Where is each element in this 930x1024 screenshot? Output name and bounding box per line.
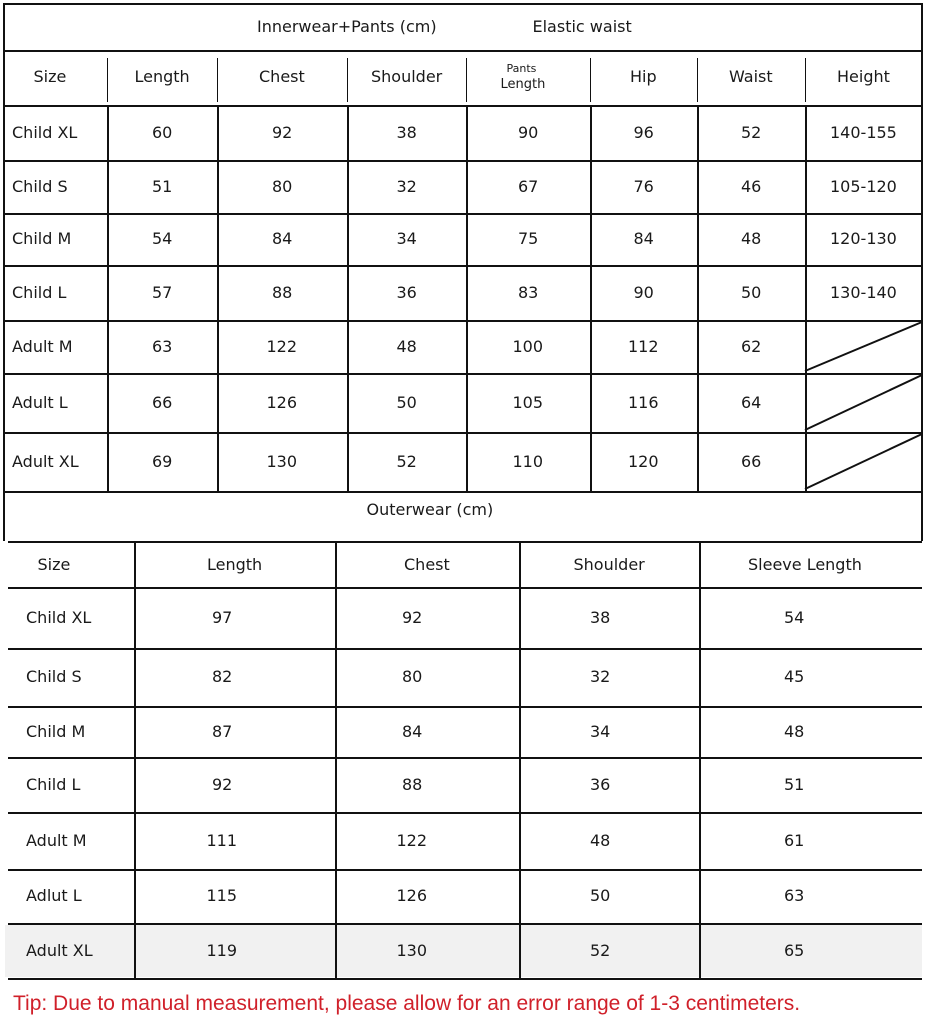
outer-value-cell: 48 bbox=[590, 830, 611, 850]
outer-value-cell: 45 bbox=[784, 667, 805, 686]
outer-value-cell: 52 bbox=[590, 940, 611, 960]
outer-value-cell: 92 bbox=[212, 774, 233, 794]
outer-value-cell: 87 bbox=[212, 721, 233, 741]
inner-size-cell: Adult XL bbox=[12, 451, 79, 471]
outer-col-divider bbox=[699, 541, 701, 978]
outer-row-divider bbox=[8, 978, 922, 980]
outer-header-size: Size bbox=[37, 555, 71, 574]
inner-value-cell: 54 bbox=[152, 229, 173, 248]
outer-row-divider bbox=[8, 541, 922, 543]
outer-size-cell: Adult XL bbox=[26, 940, 93, 960]
outer-value-cell: 63 bbox=[784, 886, 805, 905]
inner-value-cell: 84 bbox=[633, 229, 654, 248]
inner-row-divider bbox=[3, 320, 923, 322]
inner-col-divider bbox=[805, 105, 807, 491]
outer-value-cell: 92 bbox=[402, 607, 423, 627]
outer-col-divider bbox=[134, 541, 136, 978]
inner-value-cell: 110 bbox=[512, 451, 544, 471]
outer-value-cell: 32 bbox=[590, 667, 611, 686]
outer-size-cell: Adlut L bbox=[26, 886, 82, 905]
inner-row-divider bbox=[3, 265, 923, 267]
inner-value-cell: 32 bbox=[396, 176, 417, 196]
inner-value-cell: 92 bbox=[272, 122, 293, 142]
inner-value-cell: 52 bbox=[396, 451, 417, 471]
inner-row-divider bbox=[3, 432, 923, 434]
inner-value-cell: 80 bbox=[272, 176, 293, 196]
outer-value-cell: 50 bbox=[590, 886, 611, 905]
inner-col-divider bbox=[107, 105, 109, 491]
inner-header-divider bbox=[697, 58, 698, 102]
inner-value-cell: 63 bbox=[152, 336, 173, 356]
outer-value-cell: 65 bbox=[784, 940, 805, 960]
inner-row-divider bbox=[3, 213, 923, 215]
inner-header-hip: Hip bbox=[630, 67, 657, 86]
inner-value-cell: 38 bbox=[396, 122, 417, 142]
inner-size-cell: Child XL bbox=[12, 122, 78, 142]
outer-caption: Outerwear (cm) bbox=[366, 500, 494, 519]
outer-value-cell: 51 bbox=[784, 774, 805, 794]
measurement-tip: Tip: Due to manual measurement, please allow for an error range of 1-3 centimeters. bbox=[13, 992, 801, 1015]
outer-row-divider bbox=[8, 757, 922, 759]
inner-row-divider bbox=[3, 373, 923, 375]
outer-row-divider bbox=[8, 706, 922, 708]
inner-header-divider bbox=[590, 58, 591, 102]
inner-value-cell: 116 bbox=[628, 392, 659, 412]
inner-value-cell: 130 bbox=[266, 451, 298, 471]
empty-height-diagonal bbox=[805, 434, 922, 489]
outer-header-shoulder: Shoulder bbox=[573, 555, 645, 574]
inner-value-cell: 46 bbox=[741, 176, 762, 196]
header-pants-line1: Pants bbox=[506, 62, 537, 75]
outer-value-cell: 48 bbox=[784, 721, 805, 741]
inner-col-divider bbox=[466, 105, 468, 491]
inner-value-cell: 34 bbox=[396, 229, 417, 248]
outer-size-cell: Child S bbox=[26, 667, 82, 686]
inner-value-cell: 66 bbox=[152, 392, 173, 412]
outer-value-cell: 97 bbox=[212, 607, 233, 627]
empty-height-diagonal bbox=[805, 322, 922, 371]
outer-size-cell: Child M bbox=[26, 721, 86, 741]
inner-header-divider bbox=[805, 58, 806, 102]
inner-value-cell: 120-130 bbox=[830, 229, 897, 248]
inner-value-cell: 112 bbox=[628, 336, 659, 356]
inner-value-cell: 51 bbox=[152, 176, 173, 196]
outer-value-cell: 88 bbox=[402, 774, 423, 794]
inner-value-cell: 90 bbox=[633, 282, 654, 302]
inner-value-cell: 64 bbox=[741, 392, 762, 412]
outer-header-length: Length bbox=[207, 555, 263, 574]
outer-value-cell: 122 bbox=[396, 830, 428, 850]
header-pants-line2: Length bbox=[500, 77, 546, 92]
inner-header-size: Size bbox=[33, 67, 67, 86]
outer-col-divider bbox=[519, 541, 521, 978]
inner-row-divider bbox=[3, 491, 923, 493]
inner-value-cell: 62 bbox=[741, 336, 762, 356]
inner-header-chest: Chest bbox=[259, 67, 305, 86]
inner-value-cell: 126 bbox=[266, 392, 298, 412]
empty-height-diagonal bbox=[805, 375, 922, 430]
outer-size-cell: Child L bbox=[26, 774, 81, 794]
outer-size-cell: Child XL bbox=[26, 607, 92, 627]
inner-col-divider bbox=[697, 105, 699, 491]
inner-value-cell: 100 bbox=[512, 336, 544, 356]
outer-value-cell: 38 bbox=[590, 607, 611, 627]
inner-value-cell: 67 bbox=[518, 176, 539, 196]
inner-value-cell: 50 bbox=[396, 392, 417, 412]
outer-row-divider bbox=[8, 587, 922, 589]
outer-header-chest: Chest bbox=[404, 555, 450, 574]
inner-value-cell: 83 bbox=[518, 282, 539, 302]
inner-value-cell: 122 bbox=[266, 336, 298, 356]
outer-row-divider bbox=[8, 923, 922, 925]
outer-size-cell: Adult M bbox=[26, 830, 87, 850]
inner-header-shoulder: Shoulder bbox=[371, 67, 443, 86]
outer-left-border-cap bbox=[3, 491, 5, 541]
outer-row-divider bbox=[8, 869, 922, 871]
inner-value-cell: 76 bbox=[633, 176, 654, 196]
inner-caption: Innerwear+Pants (cm) bbox=[257, 17, 437, 36]
inner-header-divider bbox=[466, 58, 467, 102]
outer-value-cell: 54 bbox=[784, 607, 805, 627]
inner-value-cell: 130-140 bbox=[830, 282, 897, 302]
inner-size-cell: Child L bbox=[12, 282, 67, 302]
inner-value-cell: 36 bbox=[396, 282, 417, 302]
inner-value-cell: 52 bbox=[741, 122, 762, 142]
inner-value-cell: 90 bbox=[518, 122, 539, 142]
inner-caption-elastic: Elastic waist bbox=[532, 17, 632, 36]
inner-value-cell: 50 bbox=[741, 282, 762, 302]
inner-value-cell: 69 bbox=[152, 451, 173, 471]
outer-value-cell: 80 bbox=[402, 667, 423, 686]
inner-value-cell: 105 bbox=[512, 392, 544, 412]
inner-col-divider bbox=[590, 105, 592, 491]
inner-value-cell: 140-155 bbox=[830, 122, 897, 142]
inner-left-border bbox=[3, 3, 5, 493]
inner-value-cell: 57 bbox=[152, 282, 173, 302]
outer-header-sleeve-length: Sleeve Length bbox=[748, 555, 862, 574]
outer-row-divider bbox=[8, 648, 922, 650]
inner-value-cell: 48 bbox=[741, 229, 762, 248]
outer-value-cell: 115 bbox=[206, 886, 238, 905]
inner-value-cell: 75 bbox=[518, 229, 539, 248]
inner-row-divider bbox=[3, 160, 923, 162]
inner-value-cell: 60 bbox=[152, 122, 173, 142]
inner-value-cell: 120 bbox=[628, 451, 659, 471]
inner-value-cell: 105-120 bbox=[830, 176, 897, 196]
inner-top-border bbox=[5, 3, 922, 5]
outer-value-cell: 111 bbox=[206, 830, 238, 850]
outer-value-cell: 126 bbox=[396, 886, 428, 905]
outer-row-divider bbox=[8, 812, 922, 814]
inner-header-divider bbox=[217, 58, 218, 102]
inner-col-divider bbox=[347, 105, 349, 491]
inner-value-cell: 84 bbox=[272, 229, 293, 248]
inner-value-cell: 96 bbox=[633, 122, 654, 142]
inner-col-divider bbox=[217, 105, 219, 491]
outer-value-cell: 130 bbox=[396, 940, 428, 960]
inner-header-height: Height bbox=[837, 67, 890, 86]
outer-value-cell: 82 bbox=[212, 667, 233, 686]
inner-size-cell: Child M bbox=[12, 229, 72, 248]
inner-header-length: Length bbox=[134, 67, 190, 86]
outer-value-cell: 61 bbox=[784, 830, 805, 850]
inner-header-divider bbox=[347, 58, 348, 102]
inner-header-divider bbox=[107, 58, 108, 102]
inner-header-waist: Waist bbox=[729, 67, 773, 86]
inner-size-cell: Adult M bbox=[12, 336, 73, 356]
right-border bbox=[921, 3, 923, 541]
inner-size-cell: Adult L bbox=[12, 392, 68, 412]
outer-value-cell: 34 bbox=[590, 721, 611, 741]
inner-size-cell: Child S bbox=[12, 176, 68, 196]
inner-value-cell: 66 bbox=[741, 451, 762, 471]
outer-col-divider bbox=[335, 541, 337, 978]
inner-value-cell: 88 bbox=[272, 282, 293, 302]
outer-value-cell: 84 bbox=[402, 721, 423, 741]
outer-value-cell: 119 bbox=[206, 940, 238, 960]
inner-row-divider bbox=[3, 50, 923, 52]
inner-row-divider bbox=[3, 105, 923, 107]
inner-value-cell: 48 bbox=[396, 336, 417, 356]
outer-value-cell: 36 bbox=[590, 774, 611, 794]
